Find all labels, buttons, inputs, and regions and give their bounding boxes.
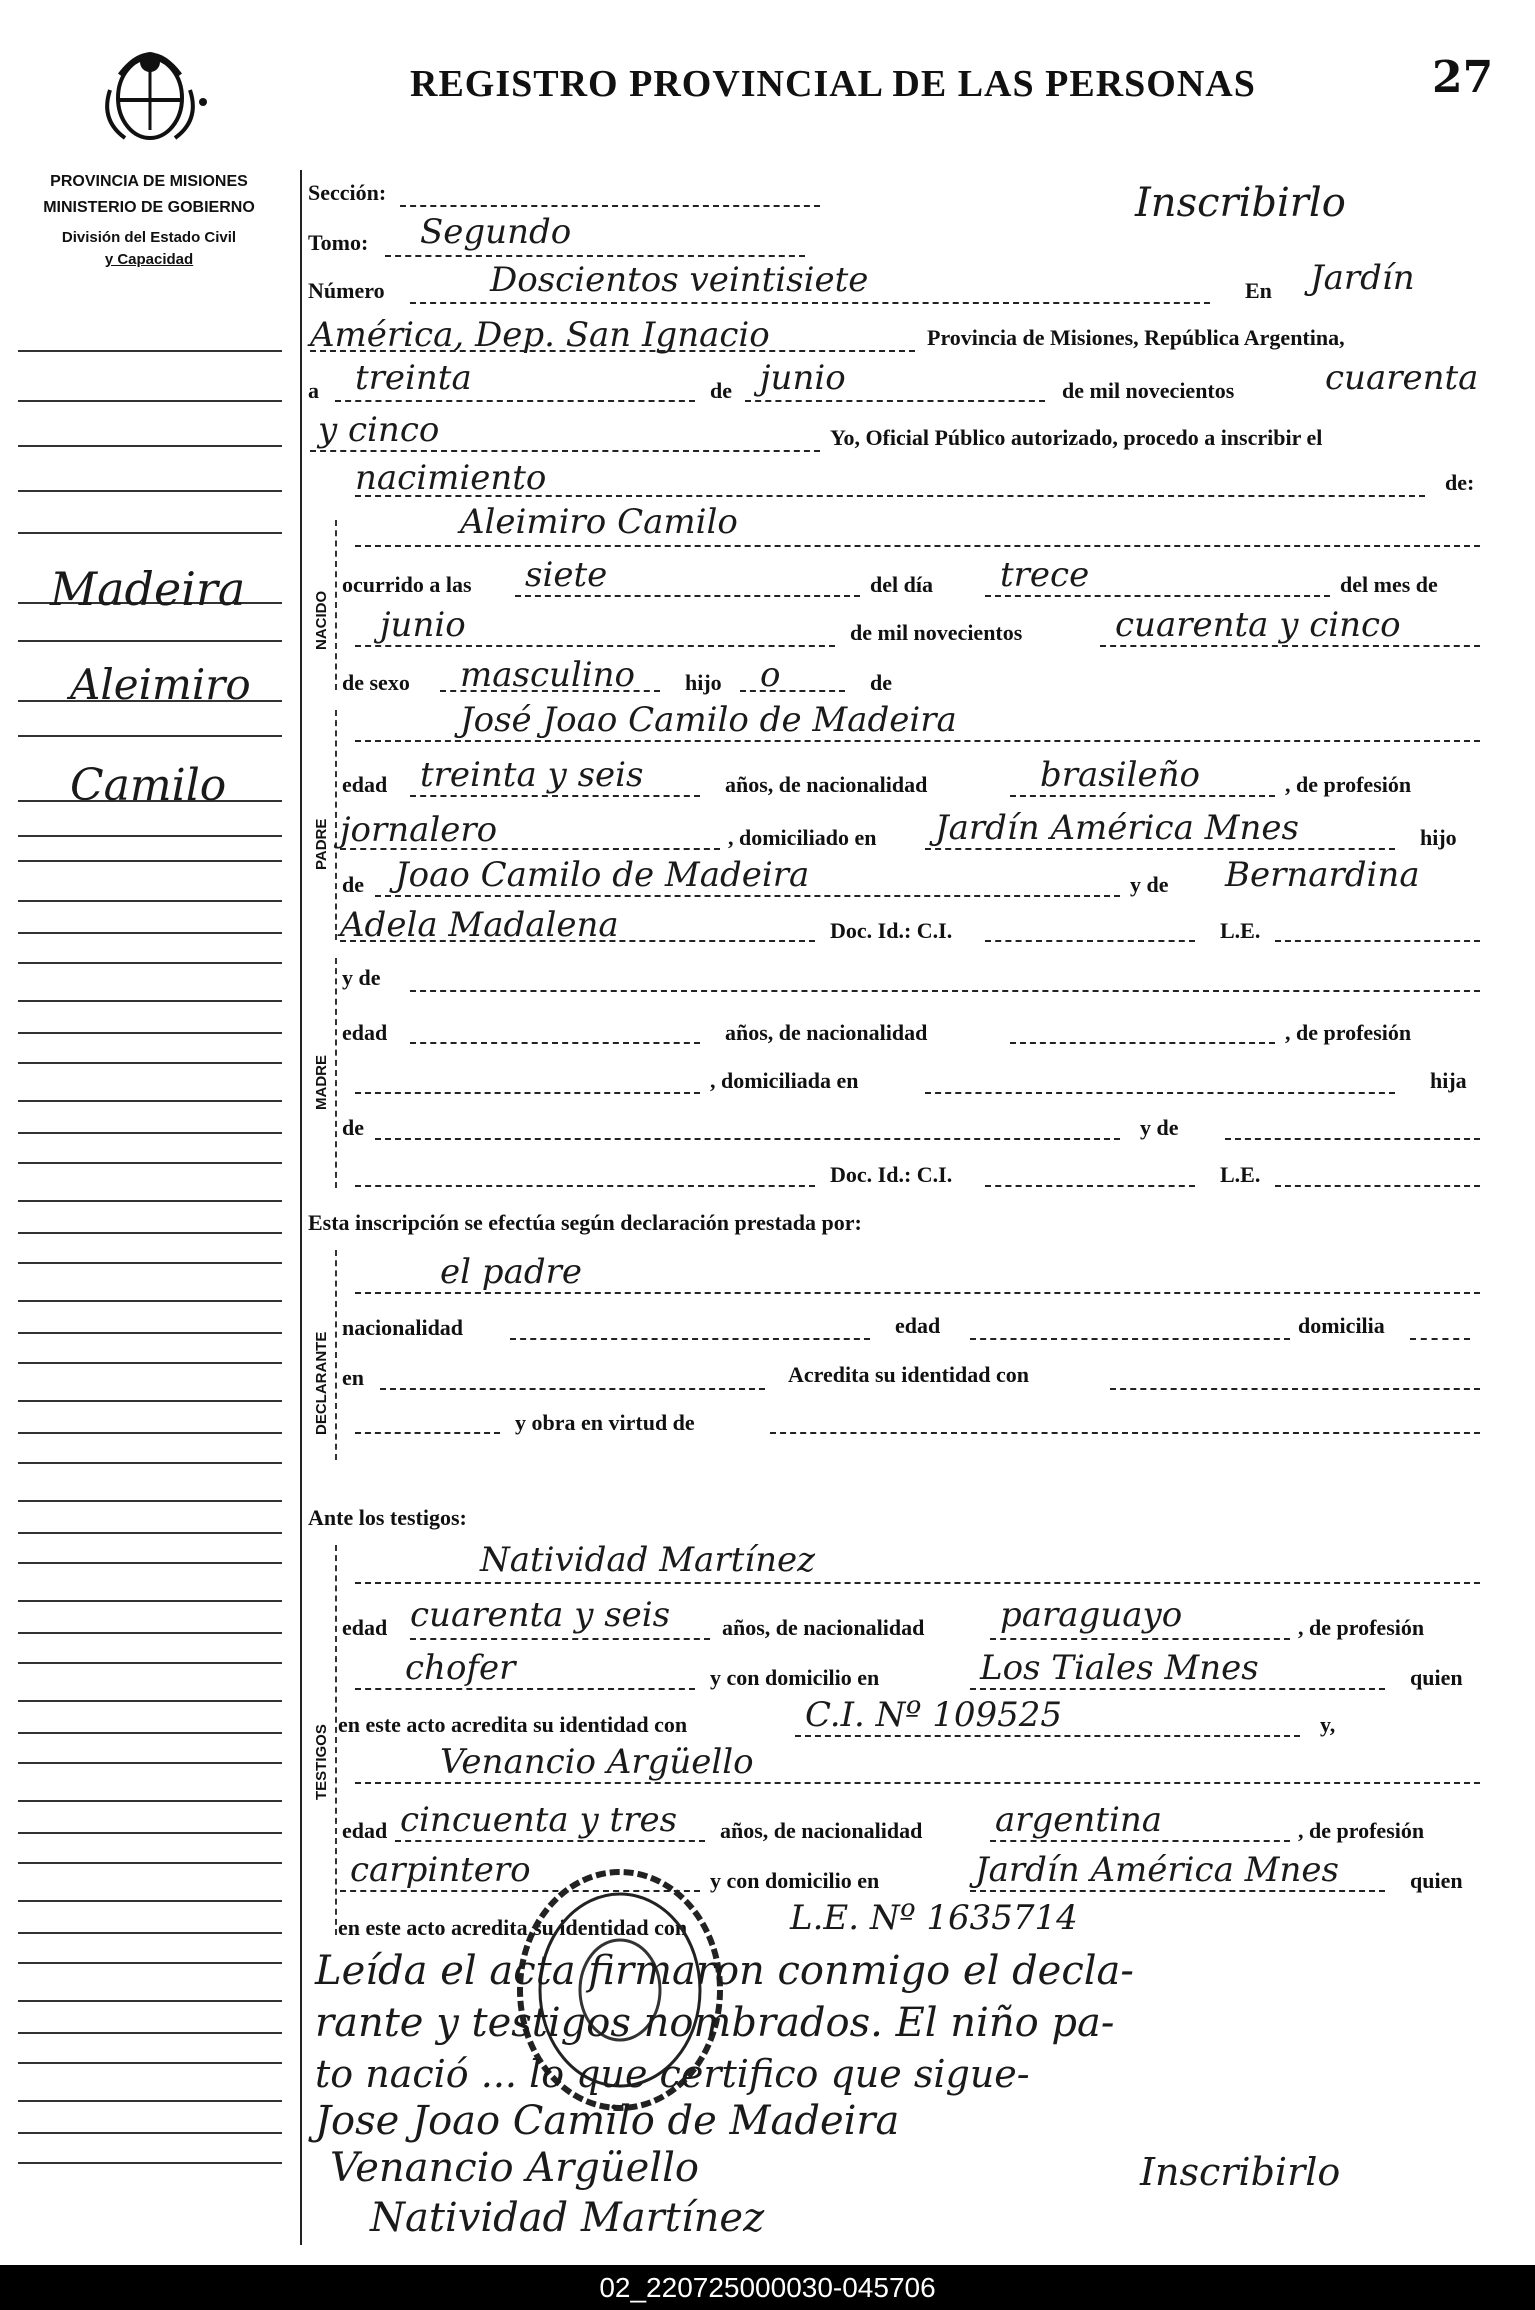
t1-doc-value: C.I. Nº 109525 <box>805 1695 1062 1735</box>
note-line-1: Leída el acta firmaron conmigo el decla- <box>315 1948 1134 1994</box>
de-label-4: de <box>342 872 364 897</box>
t2-prof-label: , de profesión <box>1298 1818 1425 1843</box>
abuela-value-2: Adela Madalena <box>340 905 619 945</box>
madre-nombre-line <box>410 990 1480 992</box>
declarante-nac-line <box>510 1338 870 1340</box>
hijo-label: hijo <box>685 670 722 695</box>
t1-edad-value: cuarenta y seis <box>410 1595 671 1635</box>
domicilia-label: domicilia <box>1298 1313 1385 1338</box>
margin-surname: Madeira <box>50 562 246 616</box>
madre-doc-label: Doc. Id.: C.I. <box>830 1162 953 1187</box>
hora-line <box>515 595 860 597</box>
madre-y-de-label-2: y de <box>1140 1115 1179 1140</box>
madre-le-line <box>1275 1185 1480 1187</box>
numero-label: Número <box>308 278 385 303</box>
anio-nac-line <box>1100 645 1480 647</box>
anio1-value: cuarenta <box>1325 358 1479 398</box>
domicilia-line <box>1410 1338 1470 1340</box>
t2-quien-label: quien <box>1410 1868 1463 1893</box>
anio-nac-value: cuarenta y cinco <box>1115 605 1401 645</box>
declarante-en-line <box>380 1388 765 1390</box>
madre-madre-line <box>1225 1138 1480 1140</box>
tomo-line <box>385 255 805 257</box>
madre-dom-line <box>925 1092 1395 1094</box>
margin-name-1: Aleimiro <box>70 660 251 709</box>
section-border-nacido <box>335 520 337 690</box>
t1-prof-line <box>355 1688 695 1690</box>
padre-le-line <box>1275 940 1480 942</box>
padre-dom-line <box>925 848 1395 850</box>
side-label-madre: MADRE <box>313 1055 330 1110</box>
t1-edad-label: edad <box>342 1615 388 1640</box>
ministry-header: MINISTERIO DE GOBIERNO <box>43 199 255 216</box>
padre-line <box>355 740 1480 742</box>
abuelo-value: Joao Camilo de Madeira <box>395 855 810 895</box>
acto-line <box>355 495 1425 497</box>
declarante-edad-line <box>970 1338 1290 1340</box>
padre-nac-line <box>1010 795 1275 797</box>
sexo-label: de sexo <box>342 670 410 695</box>
domiciliada-label: , domiciliada en <box>710 1068 859 1093</box>
dia-nac-value: trece <box>1000 555 1090 595</box>
de-label-3: de <box>870 670 892 695</box>
t2-nac-value: argentina <box>995 1800 1163 1840</box>
t1-dom-value: Los Tiales Mnes <box>980 1648 1259 1688</box>
t1-quien-label: quien <box>1410 1665 1463 1690</box>
tomo-value: Segundo <box>420 212 572 252</box>
madre-nac-line <box>1010 1042 1275 1044</box>
madre-doc-line <box>985 1185 1195 1187</box>
page-number: 27 <box>1432 52 1494 103</box>
declarante-line <box>355 1292 1480 1294</box>
abuelo-line <box>375 895 1120 897</box>
footer-id: 02_220725000030-045706 <box>0 2265 1535 2310</box>
y-de-label: y de <box>1130 872 1169 897</box>
nombre-line <box>355 545 1480 547</box>
mes-nac-value: junio <box>380 605 466 645</box>
coat-of-arms-seal <box>95 30 215 150</box>
t2-edad-line <box>395 1840 705 1842</box>
division-header: División del Estado Civil <box>61 229 237 246</box>
acredita-label: Acredita su identidad con <box>788 1362 1030 1387</box>
tomo-label: Tomo: <box>308 230 369 255</box>
dia-value: treinta <box>355 358 472 398</box>
obra-label: y obra en virtud de <box>515 1410 695 1435</box>
section-border-madre <box>335 958 337 1188</box>
side-label-nacido: NACIDO <box>313 590 330 650</box>
t2-dom-label: y con domicilio en <box>710 1868 880 1893</box>
signature-father: Jose Joao Camilo de Madeira <box>315 2098 900 2144</box>
t2-doc-value: L.E. Nº 1635714 <box>790 1898 1078 1938</box>
domiciliado-label: , domiciliado en <box>728 825 877 850</box>
abuela-line <box>340 940 815 942</box>
t1-y-label: y, <box>1320 1712 1336 1737</box>
testigos-label: Ante los testigos: <box>308 1505 467 1530</box>
acredita-line <box>1110 1388 1480 1390</box>
padre-doc-label: Doc. Id.: C.I. <box>830 918 953 943</box>
padre-prof-label: , de profesión <box>1285 772 1412 797</box>
mes-nac-line <box>355 645 835 647</box>
declarante-value: el padre <box>440 1252 582 1292</box>
t1-nac-line <box>990 1638 1290 1640</box>
numero-line <box>410 302 1210 304</box>
madre-nac-label: años, de nacionalidad <box>725 1020 928 1045</box>
mes-line <box>745 400 1045 402</box>
madre-padres-line <box>375 1138 1120 1140</box>
testigo2-line <box>355 1782 1480 1784</box>
signature-official: Inscribirlo <box>1140 2150 1341 2194</box>
padre-dom-value: Jardín América Mnes <box>935 808 1299 848</box>
sexo-line <box>440 690 660 692</box>
inscripcion-label: Esta inscripción se efectúa según declaración prestada por: <box>308 1210 862 1235</box>
document-title: REGISTRO PROVINCIAL DE LAS PERSONAS <box>410 63 1256 105</box>
seccion-line <box>400 205 820 207</box>
dia-nac-line <box>985 595 1330 597</box>
obra-pre-line <box>355 1432 500 1434</box>
mil-label: de mil novecientos <box>1062 378 1235 403</box>
lugar-line <box>310 350 915 352</box>
t2-dom-line <box>970 1890 1385 1892</box>
signature-witness-1: Natividad Martínez <box>370 2195 765 2241</box>
section-border-padre <box>335 710 337 940</box>
hijo-label-2: hijo <box>1420 825 1457 850</box>
t2-edad-label: edad <box>342 1818 388 1843</box>
padre-prof-value: jornalero <box>340 810 498 850</box>
del-mes-label: del mes de <box>1340 572 1438 597</box>
t1-doc-line <box>795 1735 1300 1737</box>
padre-doc-line <box>985 940 1195 942</box>
ocurrido-label: ocurrido a las <box>342 572 472 597</box>
main-border <box>300 170 302 2245</box>
padre-nac-value: brasileño <box>1040 755 1200 795</box>
mil-label-2: de mil novecientos <box>850 620 1023 645</box>
hija-label: hija <box>1430 1068 1467 1093</box>
side-label-declarante: DECLARANTE <box>313 1331 330 1435</box>
madre-de-label: de <box>342 1115 364 1140</box>
hora-value: siete <box>525 555 608 595</box>
signature-witness-2: Venancio Argüello <box>330 2145 699 2191</box>
del-dia-label: del día <box>870 572 933 597</box>
padre-nac-label: años, de nacionalidad <box>725 772 928 797</box>
madre-edad-label: edad <box>342 1020 388 1045</box>
de-label-2: de: <box>1445 470 1475 495</box>
side-label-padre: PADRE <box>313 818 330 870</box>
t2-acto-label: en este acto acredita su identidad con <box>338 1915 688 1940</box>
mes-value: junio <box>760 358 846 398</box>
padre-le-label: L.E. <box>1220 918 1261 943</box>
en-label: En <box>1245 278 1272 303</box>
province-header: PROVINCIA DE MISIONES <box>50 173 248 190</box>
a-label: a <box>308 378 319 403</box>
t2-edad-value: cincuenta y tres <box>400 1800 678 1840</box>
t1-dom-line <box>970 1688 1385 1690</box>
en-value: Jardín <box>1310 258 1415 298</box>
t1-edad-line <box>410 1638 710 1640</box>
declarante-nac-label: nacionalidad <box>342 1315 464 1340</box>
t1-dom-label: y con domicilio en <box>710 1665 880 1690</box>
testigo1-nombre: Natividad Martínez <box>480 1540 816 1580</box>
sexo-value: masculino <box>460 655 636 695</box>
hijo-value: o <box>760 655 781 695</box>
hijo-line <box>740 690 845 692</box>
de-label: de <box>710 378 732 403</box>
seccion-label: Sección: <box>308 180 387 205</box>
abuela-value-1: Bernardina <box>1225 855 1420 895</box>
madre-y-de-label: y de <box>342 965 381 990</box>
padre-prof-line <box>340 848 720 850</box>
note-line-2: rante y testigos nombrados. El niño pa- <box>315 2000 1115 2046</box>
anio-line <box>310 450 820 452</box>
t1-acto-label: en este acto acredita su identidad con <box>338 1712 688 1737</box>
t2-prof-value: carpintero <box>350 1850 531 1890</box>
division-header-2: y Capacidad <box>104 251 194 268</box>
section-border-declarante <box>335 1250 337 1460</box>
declarante-en-label: en <box>342 1365 364 1390</box>
t1-prof-label: , de profesión <box>1298 1615 1425 1640</box>
madre-extra-line <box>355 1185 815 1187</box>
t1-nac-value: paraguayo <box>1000 1595 1183 1635</box>
testigo1-line <box>355 1582 1480 1584</box>
provincia-label: Provincia de Misiones, República Argentina, <box>927 325 1345 350</box>
lugar-value: América, Dep. San Ignacio <box>310 315 770 355</box>
madre-prof-line <box>355 1092 700 1094</box>
official-signature-top: Inscribirlo <box>1135 180 1346 226</box>
side-label-testigos: TESTIGOS <box>313 1724 330 1800</box>
anio2-value: y cinco <box>318 410 440 450</box>
madre-prof-label: , de profesión <box>1285 1020 1412 1045</box>
declarante-edad-label: edad <box>895 1313 941 1338</box>
testigo2-nombre: Venancio Argüello <box>440 1742 754 1782</box>
nacido-nombre: Aleimiro Camilo <box>460 502 738 542</box>
madre-edad-line <box>410 1042 700 1044</box>
padre-edad-line <box>410 795 700 797</box>
acto-value: nacimiento <box>355 458 547 498</box>
padre-edad-value: treinta y seis <box>420 755 644 795</box>
t2-nac-line <box>990 1840 1290 1842</box>
obra-line <box>770 1432 1480 1434</box>
padre-nombre: José Joao Camilo de Madeira <box>460 700 957 740</box>
t1-prof-value: chofer <box>405 1648 516 1688</box>
t2-nac-label: años, de nacionalidad <box>720 1818 923 1843</box>
t1-nac-label: años, de nacionalidad <box>722 1615 925 1640</box>
dia-line <box>335 400 695 402</box>
yo-label: Yo, Oficial Público autorizado, procedo a inscribir el <box>830 425 1323 450</box>
section-border-testigos <box>335 1545 337 1935</box>
note-line-3: to nació ... lo que certifico que sigue- <box>315 2052 1030 2096</box>
padre-edad-label: edad <box>342 772 388 797</box>
numero-value: Doscientos veintisiete <box>490 260 869 300</box>
margin-name-2: Camilo <box>70 760 227 811</box>
madre-le-label: L.E. <box>1220 1162 1261 1187</box>
t2-dom-value: Jardín América Mnes <box>975 1850 1339 1890</box>
